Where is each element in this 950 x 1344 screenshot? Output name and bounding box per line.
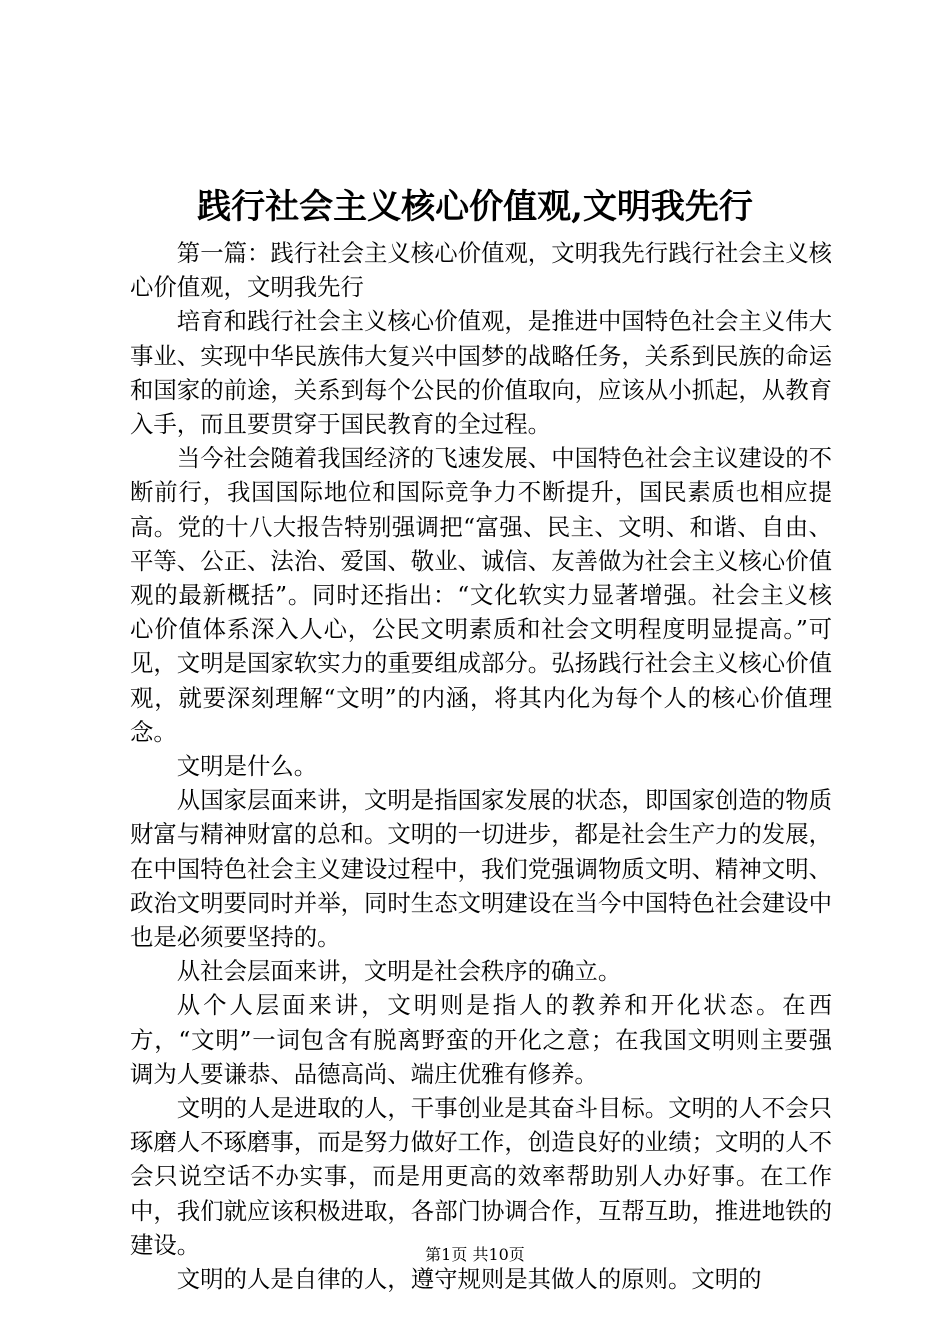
paragraph: 当今社会随着我国经济的飞速发展、中国特色社会主议建设的不断前行，我国国际地位和国际竞争力不断提升，国民素质也相应提高。党的十八大报告特别强调把“富强、民主、文明、和谐、自由、平等、公正、法治、爱国、敬业、诚信、友善做为社会主义核心价值观的最新概括”。同时还指出：“文化软实力显著增强。社会主义核心价值体系深入人心，公民文明素质和社会文明程度明显提高。”可见，文明是国家软实力的重要组成部分。弘扬践行社会主义核心价值观，就要深刻理解“文明”的内涵，将其内化为每个人的核心价值理念。 <box>130 444 832 746</box>
paragraph: 从国家层面来讲，文明是指国家发展的状态，即国家创造的物质财富与精神财富的总和。文明的一切进步，都是社会生产力的发展，在中国特色社会主义建设过程中，我们党强调物质文明、精神文明、政治文明要同时并举，同时生态文明建设在当今中国特色社会建设中也是必须要坚持的。 <box>130 786 832 952</box>
paragraph: 培育和践行社会主义核心价值观，是推进中国特色社会主义伟大事业、实现中华民族伟大复兴中国梦的战略任务，关系到民族的命运和国家的前途，关系到每个公民的价值取向，应该从小抓起，从教育入手，而且要贯穿于国民教育的全过程。 <box>130 307 832 439</box>
paragraph: 文明的人是自律的人，遵守规则是其做人的原则。文明的 <box>176 1265 762 1294</box>
paragraph: 第一篇：践行社会主义核心价值观，文明我先行践行社会主义核心价值观，文明我先行 <box>130 239 832 302</box>
document-title: 践行社会主义核心价值观,文明我先行 <box>197 187 753 227</box>
paragraph: 从个人层面来讲，文明则是指人的教养和开化状态。在西方，“文明”一词包含有脱离野蛮的开化之意；在我国文明则主要强调为人要谦恭、品德高尚、端庄优雅有修养。 <box>130 991 832 1088</box>
paragraph: 文明是什么。 <box>176 752 318 781</box>
paragraph: 从社会层面来讲，文明是社会秩序的确立。 <box>176 957 622 986</box>
document-body <box>130 236 832 1296</box>
page-footer: 第1页 共10页 <box>425 1245 525 1264</box>
paragraph: 文明的人是进取的人，干事创业是其奋斗目标。文明的人不会只琢磨人不琢磨事，而是努力做好工作，创造良好的业绩；文明的人不会只说空话不办实事，而是用更高的效率帮助别人办好事。在工作中，我们就应该积极进取，各部门协调合作，互帮互助，推进地铁的建设。 <box>130 1094 832 1259</box>
